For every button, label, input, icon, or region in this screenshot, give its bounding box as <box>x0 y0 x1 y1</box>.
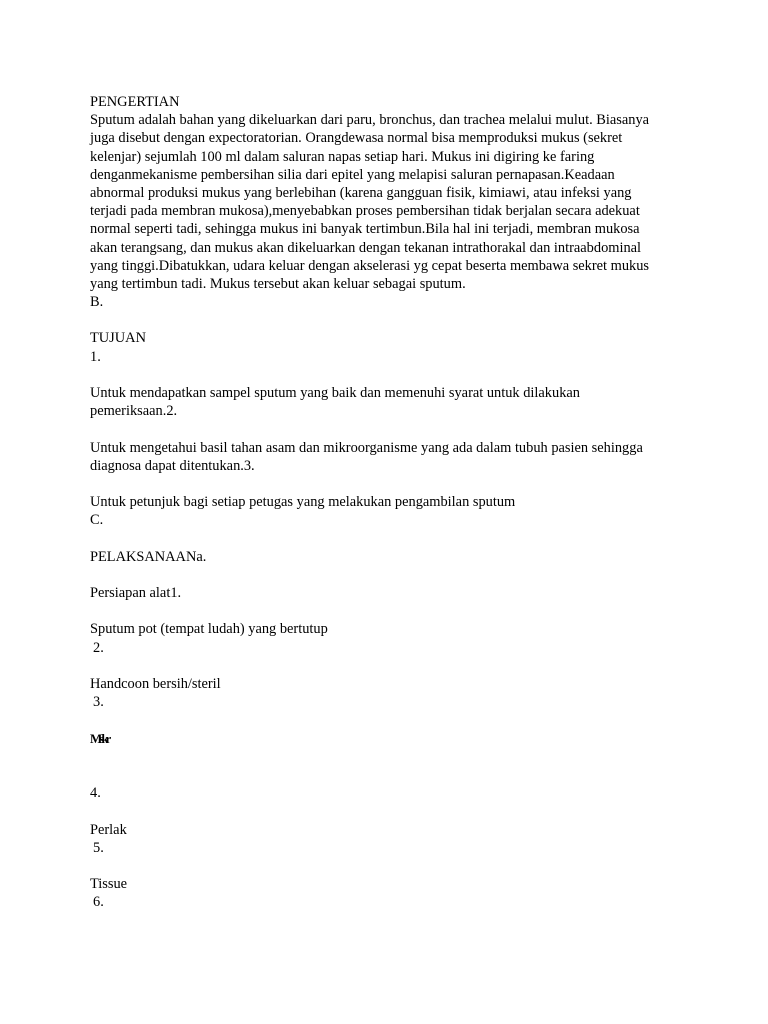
tujuan-item-2-line: Untuk mengetahui basil tahan asam dan mikroorganisme yang ada dalam tubuh pasien sehingga <box>90 439 643 456</box>
item-number: 3. <box>93 694 104 711</box>
paragraph-line: yang tinggi.Dibatukkan, udara keluar dengan akselerasi yg cepat beserta membawa sekret mukus <box>90 257 650 274</box>
heading-pelaksanaan: PELAKSANAANa. <box>90 548 207 565</box>
paragraph-line: yang tertimbun tadi. Mukus tersebut akan keluar sebagai sputum. <box>90 275 466 292</box>
item-text: Tissue <box>90 876 128 893</box>
paragraph-line: denganmekanisme pembersihan silia dari epitel yang melapisi saluran pernapasan.Keadaan <box>90 166 615 183</box>
heading-tujuan: TUJUAN <box>90 330 146 347</box>
paragraph-line: normal seperti tadi, sehingga mukus ini banyak tertimbun.Bila hal ini terjadi, membran mukosa <box>90 221 640 238</box>
list-number-4: 4. <box>90 785 101 802</box>
section-marker-c: C. <box>90 512 104 529</box>
heading-pengertian: PENGERTIAN <box>90 94 180 110</box>
item-number: 2. <box>93 639 104 656</box>
item-text: Perlak <box>90 821 127 838</box>
garbled-item-text: Mskr <box>90 730 109 746</box>
document-page <box>90 93 690 911</box>
paragraph-line: akan terangsang, dan mukus akan dikeluarkan dengan tekanan intrathorakal dan intraabdominal <box>90 239 642 256</box>
paragraph-line: terjadi pada membran mukosa),menyebabkan proses pembersihan tidak berjalan secara adekuat <box>90 203 640 220</box>
item-number: 5. <box>93 839 104 856</box>
paragraph-line: abnormal produksi mukus yang berlebihan (karena gangguan fisik, kimiawi, atau infeksi yang <box>90 184 632 201</box>
item-text: Handcoon bersih/steril <box>90 676 221 692</box>
paragraph-line: Sputum adalah bahan yang dikeluarkan dari paru, bronchus, dan trachea melalui mulut. Biasanya <box>90 112 650 129</box>
section-marker-b: B. <box>90 294 104 311</box>
item-number: 6. <box>93 894 104 911</box>
pengertian-paragraph <box>90 111 690 293</box>
persiapan-alat: Persiapan alat1. <box>90 585 182 602</box>
tujuan-item-2-line: diagnosa dapat ditentukan.3. <box>90 457 255 474</box>
list-number-1: 1. <box>90 348 101 365</box>
tujuan-item-1-line: Untuk mendapatkan sampel sputum yang baik dan memenuhi syarat untuk dilakukan <box>90 385 580 401</box>
tujuan-item-1-line: pemeriksaan.2. <box>90 403 178 420</box>
paragraph-line: kelenjar) sejumlah 100 ml dalam saluran napas setiap hari. Mukus ini digiring ke faring <box>90 148 595 165</box>
item-text: Sputum pot (tempat ludah) yang bertutup <box>90 621 328 638</box>
garbled-item <box>90 730 690 748</box>
paragraph-line: juga disebut dengan expectoratorian. Orangdewasa normal bisa memproduksi mukus (sekret <box>90 130 623 147</box>
tujuan-item-3: Untuk petunjuk bagi setiap petugas yang melakukan pengambilan sputum <box>90 494 516 511</box>
